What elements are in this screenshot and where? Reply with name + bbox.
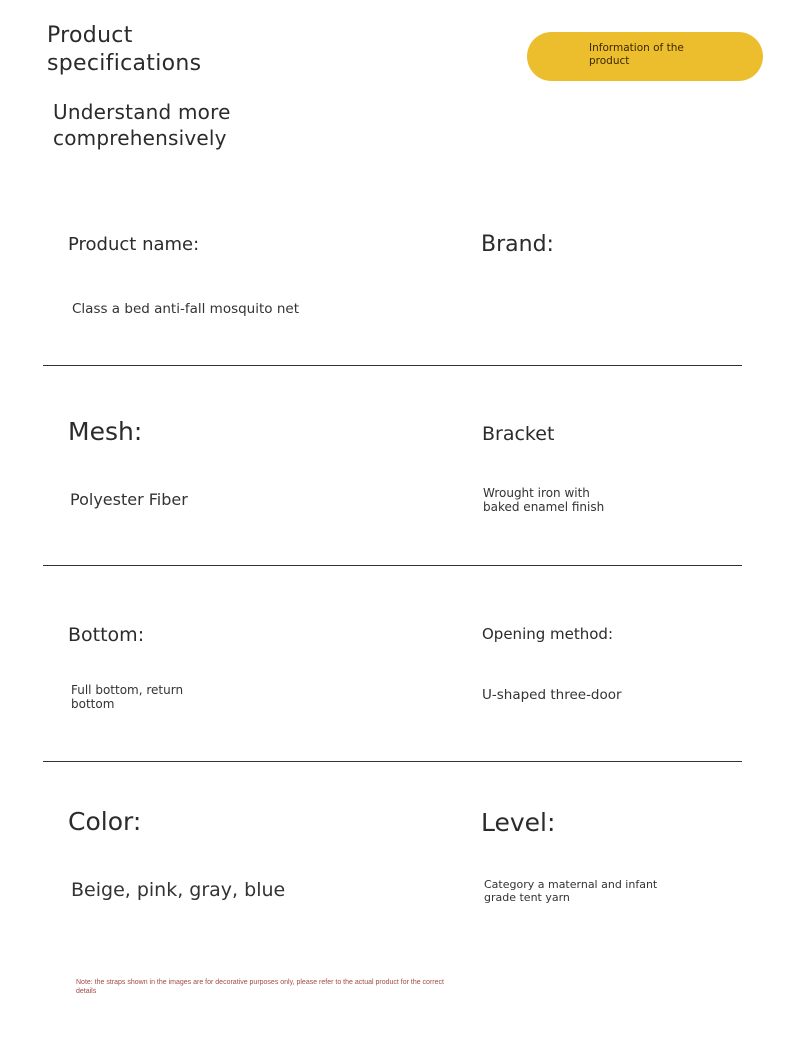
spec-label-product-name: Product name: <box>68 234 200 255</box>
disclaimer-note: Note: the straps shown in the images are for decorative purposes only, please refer to the actual product for the correct details <box>76 979 444 995</box>
page-title: Product specifications <box>47 23 202 76</box>
divider <box>43 365 742 366</box>
divider <box>43 565 742 566</box>
spec-value-level: Category a maternal and infant grade tent yarn <box>484 878 658 904</box>
info-badge-label: Information of the product <box>589 42 684 67</box>
spec-label-brand: Brand: <box>481 232 554 257</box>
spec-value-bottom: Full bottom, return bottom <box>71 683 184 711</box>
spec-value-bracket: Wrought iron with baked enamel finish <box>483 486 605 514</box>
spec-label-mesh: Mesh: <box>68 417 143 446</box>
spec-label-opening-method: Opening method: <box>482 625 614 643</box>
page-subtitle: Understand more comprehensively <box>53 100 231 150</box>
spec-label-bracket: Bracket <box>482 423 555 445</box>
info-badge <box>527 32 763 81</box>
spec-value-mesh: Polyester Fiber <box>70 490 188 509</box>
spec-value-product-name: Class a bed anti-fall mosquito net <box>72 301 299 317</box>
spec-label-color: Color: <box>68 807 142 836</box>
spec-label-bottom: Bottom: <box>68 624 145 646</box>
spec-label-level: Level: <box>481 808 556 837</box>
spec-value-color: Beige, pink, gray, blue <box>71 879 286 901</box>
divider <box>43 761 742 762</box>
spec-value-opening-method: U-shaped three-door <box>482 687 622 703</box>
